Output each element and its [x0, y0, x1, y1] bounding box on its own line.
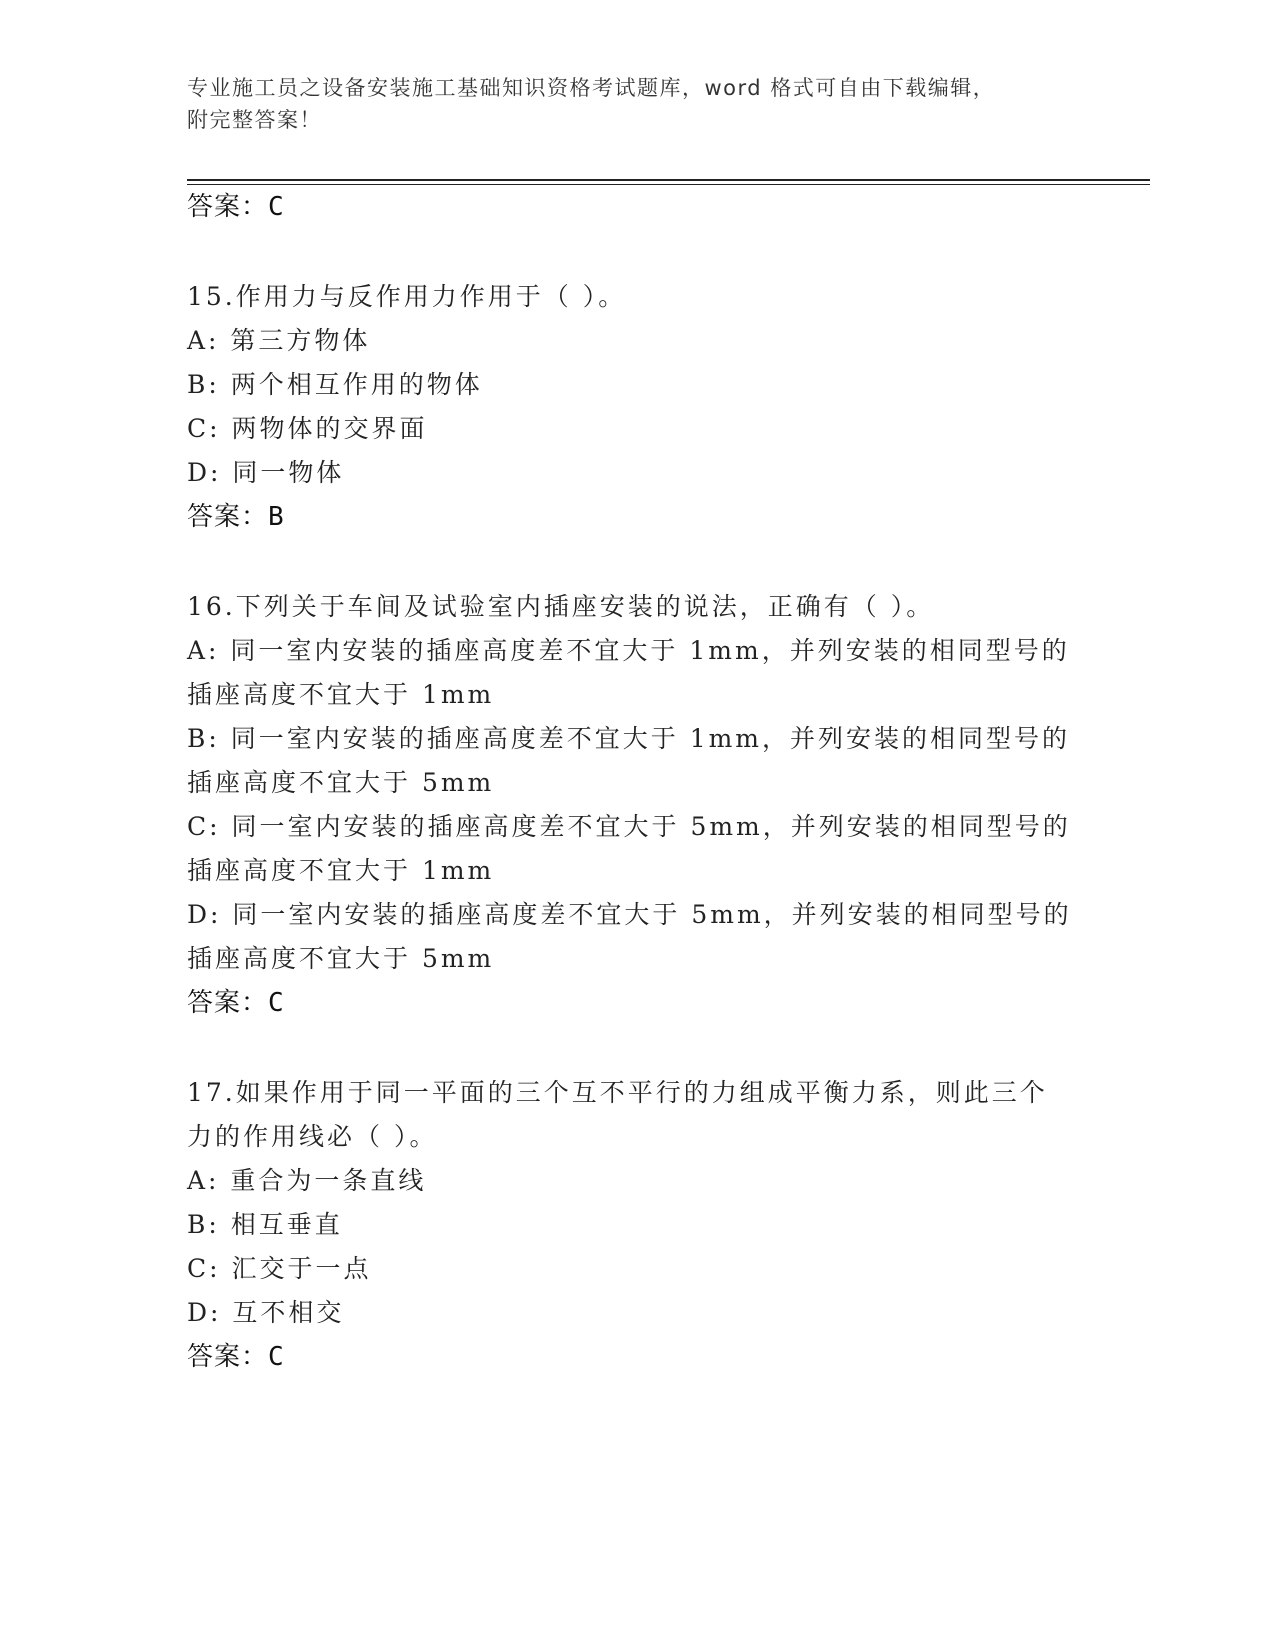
option-b: B: 两个相互作用的物体: [187, 370, 483, 399]
question-stem: 15.作用力与反作用力作用于（ ）。: [187, 282, 627, 311]
option-d: D: 同一室内安装的插座高度差不宜大于 5mm，并列安装的相同型号的: [187, 900, 1072, 929]
header-line-2: 附完整答案！: [187, 108, 322, 132]
answer: 答案：B: [187, 502, 285, 532]
option-d-continued: 插座高度不宜大于 5mm: [187, 944, 495, 973]
option-a: A: 重合为一条直线: [187, 1166, 427, 1195]
question-stem: 16.下列关于车间及试验室内插座安装的说法，正确有（ ）。: [187, 592, 935, 621]
option-b: B: 同一室内安装的插座高度差不宜大于 1mm，并列安装的相同型号的: [187, 724, 1071, 753]
previous-answer: 答案：C: [187, 192, 285, 222]
header-line-1: 专业施工员之设备安装施工基础知识资格考试题库，word 格式可自由下载编辑，: [187, 76, 996, 100]
option-b: B: 相互垂直: [187, 1210, 343, 1239]
question-stem: 17.如果作用于同一平面的三个互不平行的力组成平衡力系，则此三个: [187, 1078, 1048, 1107]
question-stem-continued: 力的作用线必（ ）。: [187, 1122, 438, 1151]
header-divider-thick: [187, 179, 1150, 181]
option-a: A: 同一室内安装的插座高度差不宜大于 1mm，并列安装的相同型号的: [187, 636, 1070, 665]
option-a-continued: 插座高度不宜大于 1mm: [187, 680, 495, 709]
option-c: C: 两物体的交界面: [187, 414, 428, 443]
option-c-continued: 插座高度不宜大于 1mm: [187, 856, 495, 885]
option-c: C: 汇交于一点: [187, 1254, 372, 1283]
option-a: A: 第三方物体: [187, 326, 371, 355]
option-d: D: 同一物体: [187, 458, 345, 487]
answer: 答案：C: [187, 1342, 285, 1372]
answer: 答案：C: [187, 988, 285, 1018]
header-divider-thin: [187, 184, 1150, 185]
document-header: [187, 72, 1087, 136]
option-c: C: 同一室内安装的插座高度差不宜大于 5mm，并列安装的相同型号的: [187, 812, 1071, 841]
option-d: D: 互不相交: [187, 1298, 345, 1327]
option-b-continued: 插座高度不宜大于 5mm: [187, 768, 495, 797]
